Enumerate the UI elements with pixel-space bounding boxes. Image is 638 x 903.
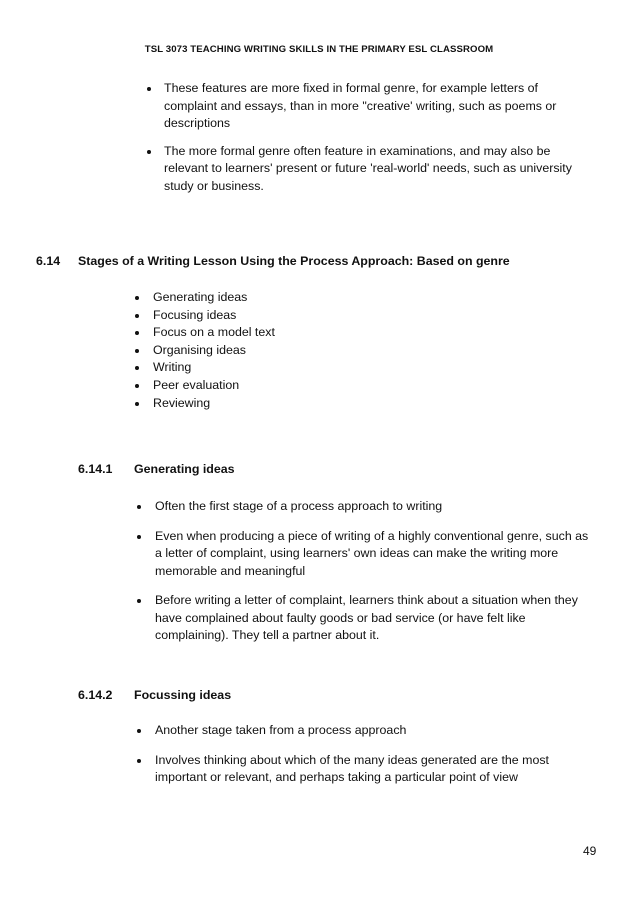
- intro-bullet-list: [147, 80, 587, 205]
- section-heading: [36, 253, 596, 271]
- list-item: Reviewing: [133, 395, 553, 413]
- list-item: Often the first stage of a process approach to writing: [137, 498, 591, 516]
- subsection-heading-focussing-ideas: [78, 687, 598, 705]
- list-item: Even when producing a piece of writing of a highly conventional genre, such as a letter of complaint, using learners' own ideas can make the writing more memorable and meaningful: [137, 528, 591, 581]
- subsection-number: 6.14.2: [78, 688, 113, 702]
- running-header: TSL 3073 TEACHING WRITING SKILLS IN THE PRIMARY ESL CLASSROOM: [144, 44, 494, 55]
- list-item: Peer evaluation: [133, 377, 553, 395]
- list-item: Organising ideas: [133, 342, 553, 360]
- list-item: Involves thinking about which of the many ideas generated are the most important or relevant, and perhaps taking a particular point of view: [137, 752, 591, 787]
- subsection-heading-generating-ideas: [78, 461, 598, 479]
- list-item: Writing: [133, 359, 553, 377]
- list-item: The more formal genre often feature in examinations, and may also be relevant to learners' present or future 'real-world' needs, such as university study or business.: [147, 143, 587, 196]
- list-item: Focus on a model text: [133, 324, 553, 342]
- focussing-ideas-bullet-list: [137, 722, 591, 799]
- list-item: Focusing ideas: [133, 307, 553, 325]
- list-item: Generating ideas: [133, 289, 553, 307]
- subsection-title: Generating ideas: [134, 462, 235, 476]
- page-number: 49: [583, 844, 597, 858]
- section-title: Stages of a Writing Lesson Using the Process Approach: Based on genre: [78, 254, 510, 268]
- list-item: Another stage taken from a process approach: [137, 722, 591, 740]
- stages-list: [133, 289, 553, 412]
- generating-ideas-bullet-list: [137, 498, 591, 657]
- list-item: Before writing a letter of complaint, learners think about a situation when they have complained about faulty goods or bad service (or have felt like complaining). They tell a partner about it.: [137, 592, 591, 645]
- subsection-number: 6.14.1: [78, 462, 113, 476]
- section-number: 6.14: [36, 254, 61, 268]
- subsection-title: Focussing ideas: [134, 688, 232, 702]
- list-item: These features are more fixed in formal genre, for example letters of complaint and essays, than in more "creative' writing, such as poems or descriptions: [147, 80, 587, 133]
